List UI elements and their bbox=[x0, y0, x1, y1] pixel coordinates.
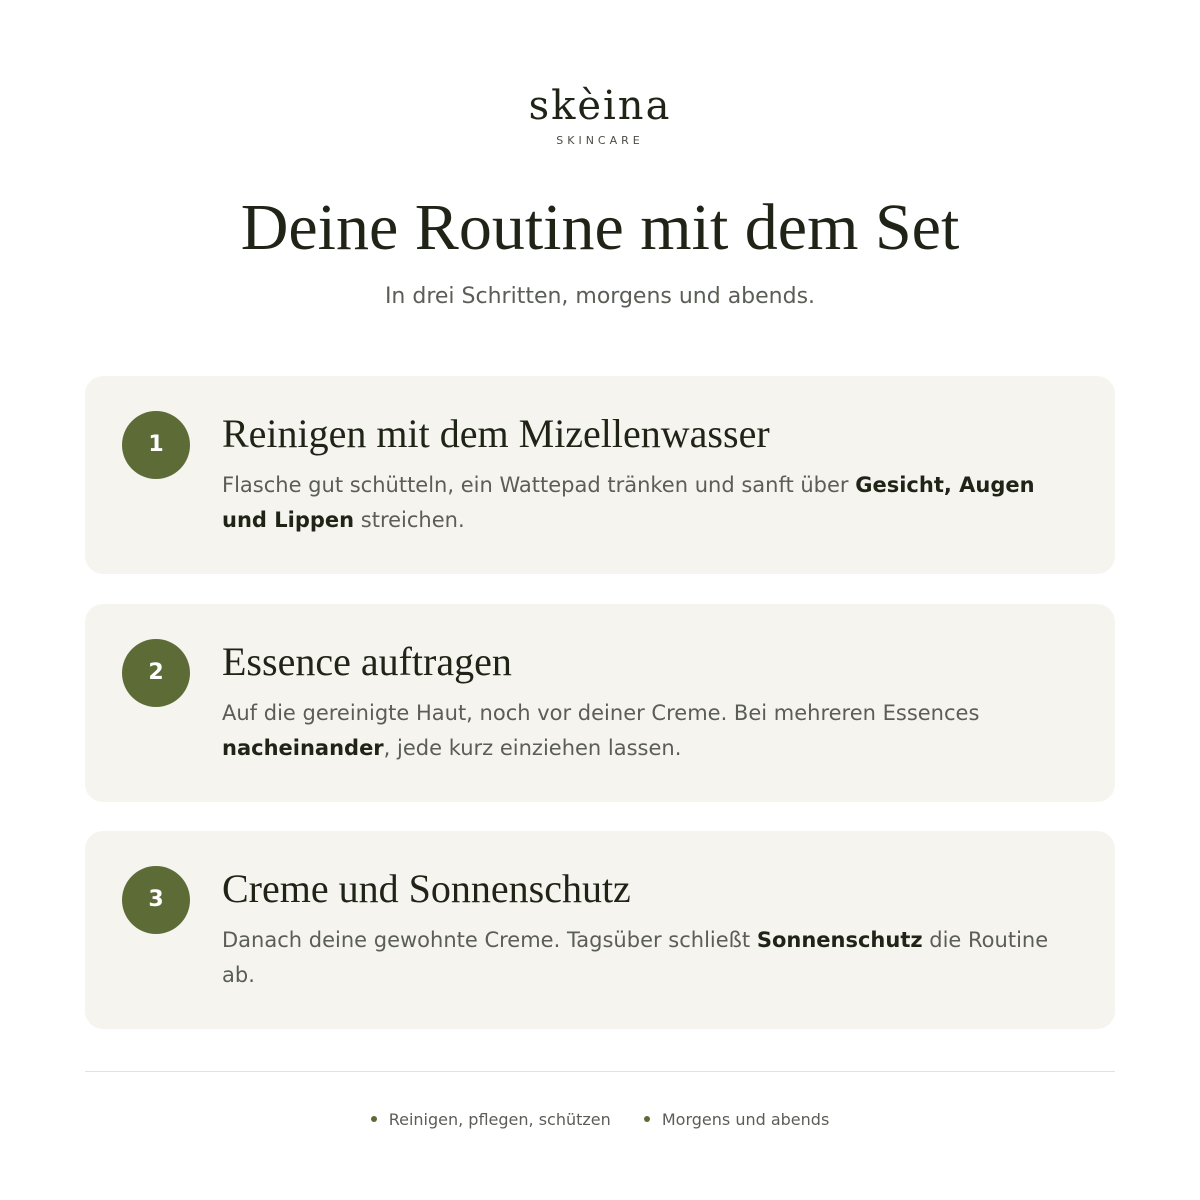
footer-item-label: Morgens und abends bbox=[661, 1110, 830, 1129]
brand-name: skèina bbox=[528, 83, 672, 129]
bullet-dot-icon bbox=[644, 1116, 650, 1122]
step-card-1 bbox=[85, 376, 1115, 574]
brand-logo bbox=[0, 82, 1200, 147]
footer-item bbox=[644, 1108, 829, 1132]
step-text-after: , jede kurz einziehen lassen. bbox=[383, 736, 682, 760]
step-text-before: Flasche gut schütteln, ein Wattepad tränken und sanft über bbox=[222, 473, 856, 497]
step-text-bold: Sonnenschutz bbox=[756, 928, 923, 952]
page-title: Deine Routine mit dem Set bbox=[240, 191, 960, 264]
step-number-badge: 1 bbox=[122, 411, 190, 479]
brand-tagline: SKINCARE bbox=[556, 134, 644, 147]
page-subtitle: In drei Schritten, morgens und abends. bbox=[384, 284, 816, 309]
step-number-badge: 3 bbox=[122, 866, 190, 934]
step-text-after: streichen. bbox=[354, 508, 465, 532]
step-text-after: die Routine ab. bbox=[222, 928, 1049, 987]
step-card-2 bbox=[85, 604, 1115, 802]
footer-item-label: Reinigen, pflegen, schützen bbox=[388, 1110, 611, 1129]
step-text-bold: nacheinander bbox=[222, 736, 384, 760]
step-text-bold: Gesicht, Augen und Lippen bbox=[222, 473, 1035, 532]
bullet-dot-icon bbox=[371, 1116, 377, 1122]
step-text-before: Danach deine gewohnte Creme. Tagsüber schließt bbox=[222, 928, 757, 952]
footer-item bbox=[371, 1108, 611, 1132]
step-description bbox=[222, 696, 1082, 766]
step-title: Essence auftragen bbox=[222, 639, 512, 684]
step-description bbox=[222, 923, 1082, 993]
step-title: Reinigen mit dem Mizellenwasser bbox=[222, 411, 770, 456]
step-title: Creme und Sonnenschutz bbox=[222, 866, 631, 911]
step-description bbox=[222, 468, 1082, 538]
footer-divider bbox=[85, 1071, 1115, 1072]
footer bbox=[0, 1108, 1200, 1132]
step-card-3 bbox=[85, 831, 1115, 1029]
step-text-before: Auf die gereinigte Haut, noch vor deiner Creme. Bei mehreren Essences bbox=[222, 701, 980, 725]
step-number-badge: 2 bbox=[122, 639, 190, 707]
